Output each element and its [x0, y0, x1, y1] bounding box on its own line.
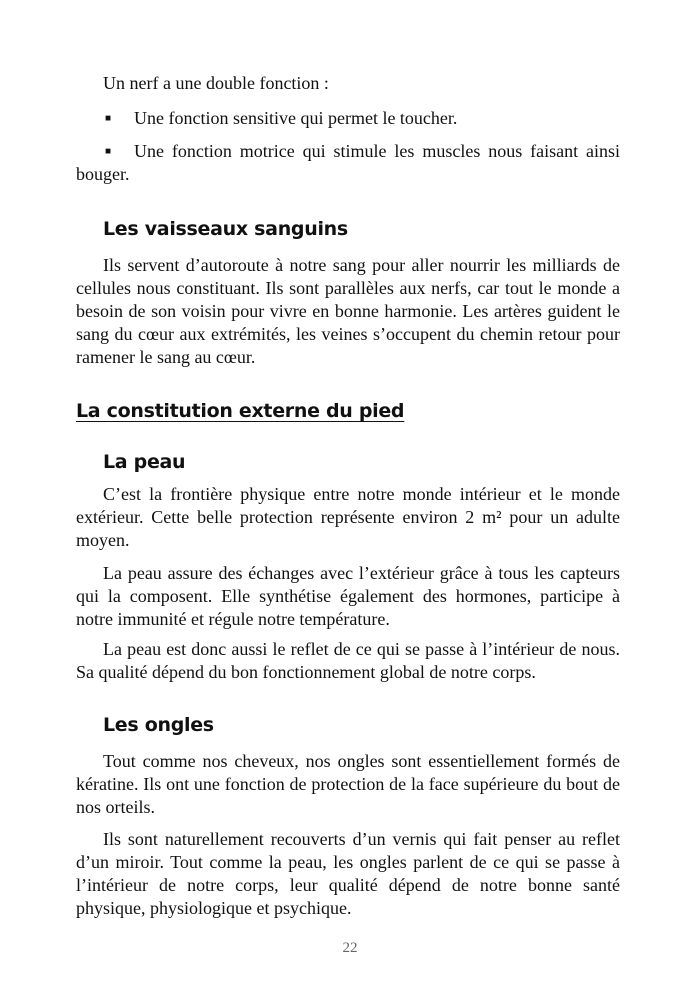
paragraph: C’est la frontière physique entre notre monde intérieur et le monde extérieur. Cette belle protection représente environ 2 m² pour un adulte moyen.: [76, 484, 620, 550]
paragraph: Tout comme nos cheveux, nos ongles sont essentiellement formés de kératine. Ils ont une fonction de protection de la face supérieure du bout de nos orteils.: [76, 751, 620, 817]
paragraph: Ils servent d’autoroute à notre sang pour aller nourrir les milliards de cellules nous constituant. Ils sont parallèles aux nerfs, car tout le monde a besoin de son voisin pour vivre en bonne harmonie. Les artères guident le sang du cœur aux extrémités, les veines s’occupent du chemin retour pour ramener le sang au cœur.: [76, 255, 620, 367]
section-heading-vaisseaux: Les vaisseaux sanguins: [103, 218, 348, 240]
page-number: 22: [342, 940, 358, 956]
bullet-square-icon: ■: [105, 146, 112, 157]
section-heading-ongles: Les ongles: [103, 714, 214, 736]
bullet-text: Une fonction motrice qui stimule les muscles nous faisant ainsi bouger.: [76, 141, 620, 184]
section-heading-peau: La peau: [103, 451, 186, 473]
paragraph: La peau est donc aussi le reflet de ce qui se passe à l’intérieur de nous. Sa qualité dépend du bon fonctionnement global de notre corps.: [76, 639, 620, 682]
chapter-heading: La constitution externe du pied: [76, 400, 405, 422]
bullet-text: Une fonction sensitive qui permet le toucher.: [134, 108, 458, 128]
bullet-item: [76, 107, 620, 130]
paragraph: La peau assure des échanges avec l’extérieur grâce à tous les capteurs qui la composent. Elle synthétise également des hormones, participe à notre immunité et régule notre température.: [76, 563, 620, 629]
intro-paragraph: Un nerf a une double fonction :: [103, 73, 329, 93]
bullet-square-icon: ■: [105, 113, 112, 124]
bullet-item: [76, 140, 620, 186]
paragraph: Ils sont naturellement recouverts d’un vernis qui fait penser au reflet d’un miroir. Tout comme la peau, les ongles parlent de ce qui se passe à l’intérieur de notre corps, leur qualité dépend de notre bonne santé physique, physiologique et psychique.: [76, 829, 620, 918]
